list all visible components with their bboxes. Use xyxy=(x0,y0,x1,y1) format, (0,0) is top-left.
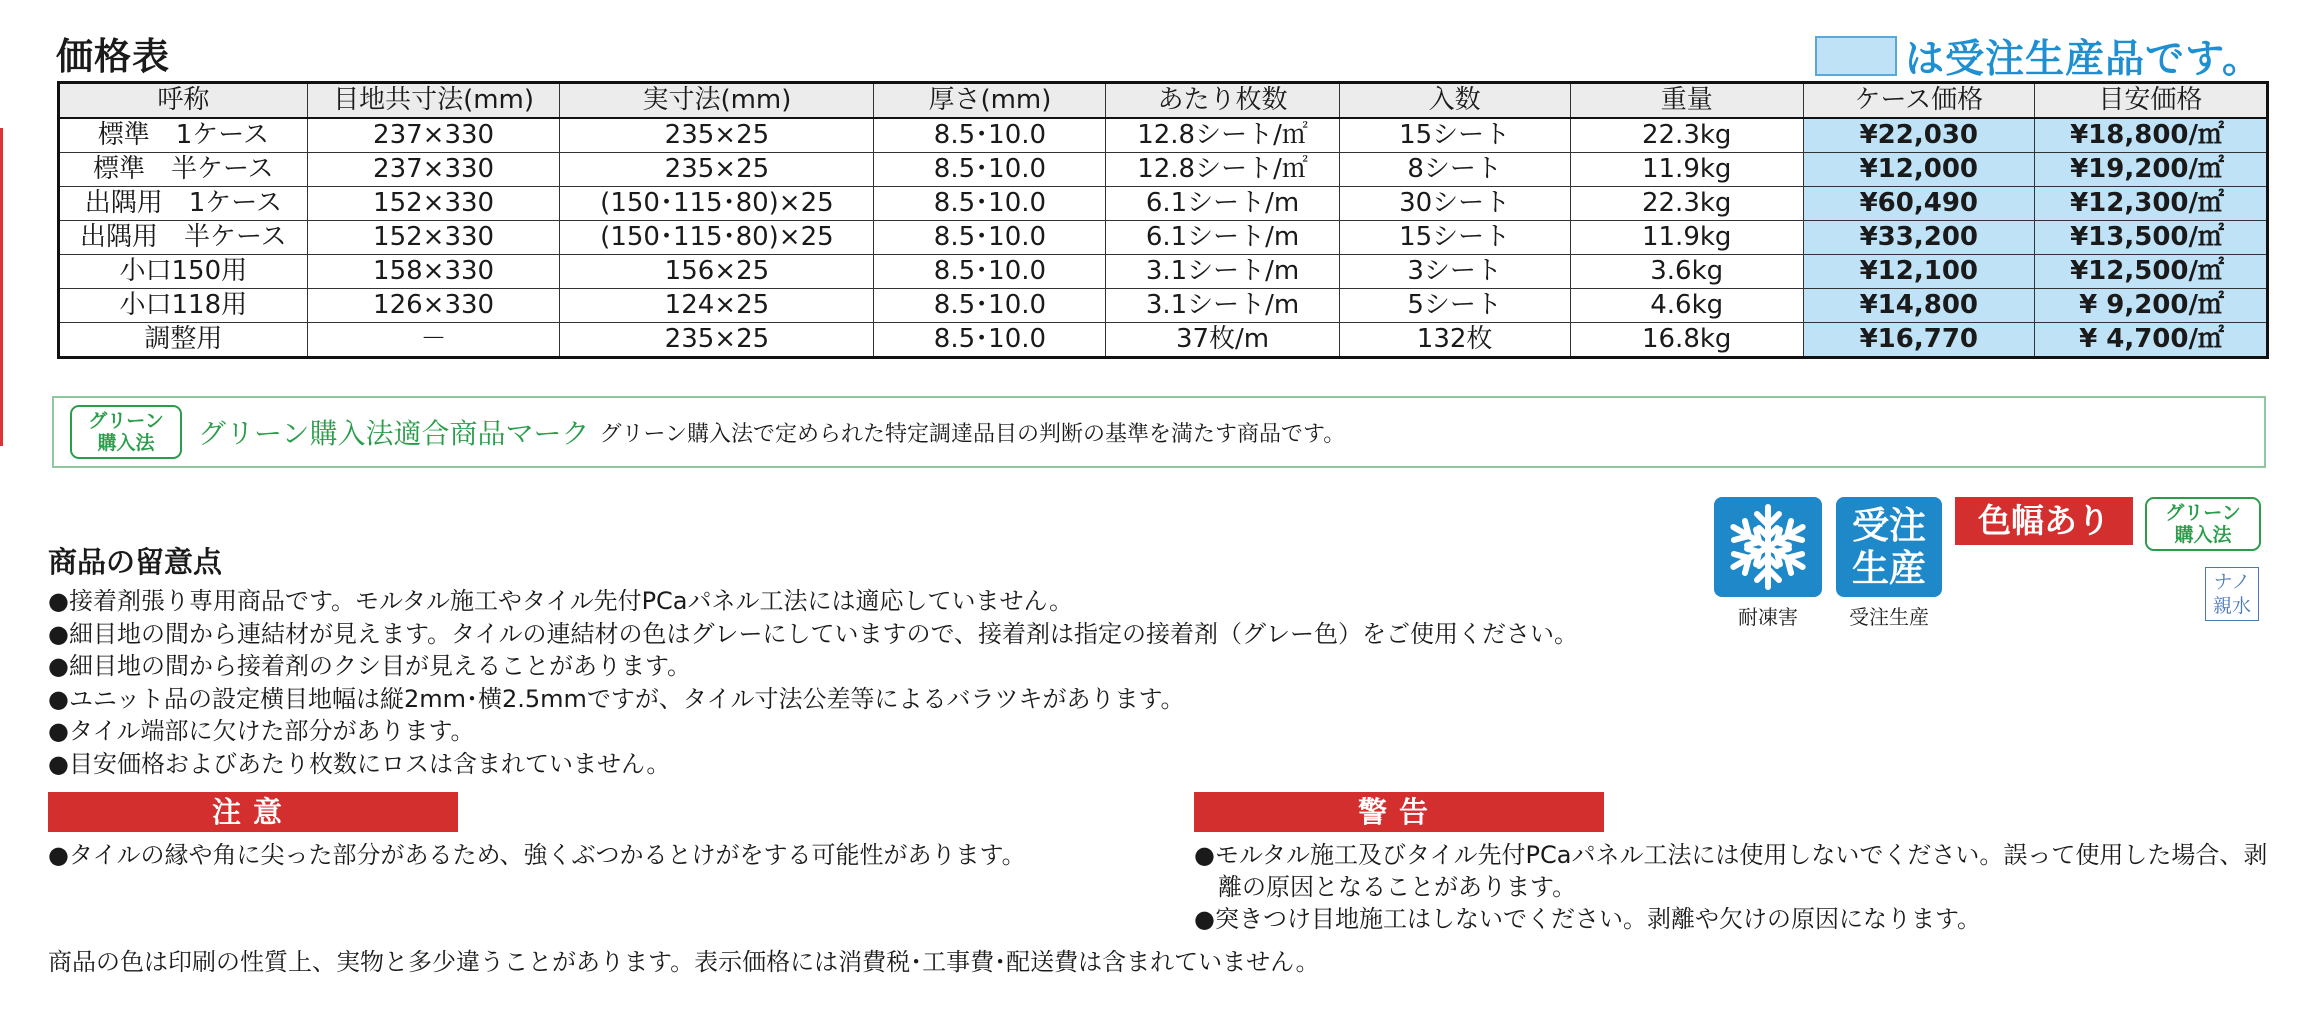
table-cell: 標準 半ケース xyxy=(59,153,308,187)
nano-hydrophilic-icon xyxy=(2205,567,2259,621)
column-header: 目地共寸法(mm) xyxy=(307,83,560,119)
table-cell: (150･115･80)×25 xyxy=(560,187,874,221)
green-mark-title: グリーン購入法適合商品マーク xyxy=(198,417,590,450)
table-cell: 22.3kg xyxy=(1570,187,1803,221)
color-range-badge: 色幅あり xyxy=(1955,497,2133,545)
table-cell: ¥12,300/㎡ xyxy=(2034,187,2267,221)
warning-banner: 警告 xyxy=(1194,792,1604,832)
table-cell: 11.9kg xyxy=(1570,153,1803,187)
list-item: ●突きつけ目地施工はしないでください。剥離や欠けの原因になります。 xyxy=(1194,905,1982,933)
table-cell: ¥12,000 xyxy=(1803,153,2034,187)
table-cell: 156×25 xyxy=(560,255,874,289)
table-cell: ¥13,500/㎡ xyxy=(2034,221,2267,255)
table-cell: 3.1シート/m xyxy=(1106,255,1339,289)
table-cell: 8.5･10.0 xyxy=(874,153,1106,187)
table-cell: 小口118用 xyxy=(59,289,308,323)
list-item: ●ユニット品の設定横目地幅は縦2mm･横2.5mmですが、タイル寸法公差等によるバラツキがあります。 xyxy=(48,684,1185,713)
table-cell: ¥19,200/㎡ xyxy=(2034,153,2267,187)
nano-line2: 親水 xyxy=(2212,595,2251,617)
table-cell: (150･115･80)×25 xyxy=(560,221,874,255)
table-cell: 12.8シート/㎡ xyxy=(1106,153,1339,187)
table-cell: 出隅用 1ケース xyxy=(59,187,308,221)
table-cell: ¥ 9,200/㎡ xyxy=(2034,289,2267,323)
table-cell: 158×330 xyxy=(307,255,560,289)
table-cell: 132枚 xyxy=(1339,323,1570,358)
column-header: 重量 xyxy=(1570,83,1803,119)
snowflake-icon xyxy=(1714,497,1822,597)
footer-note: 商品の色は印刷の性質上、実物と多少違うことがあります。表示価格には消費税･工事費･配送費は含まれていません。 xyxy=(48,948,1320,976)
table-cell: 16.8kg xyxy=(1570,323,1803,358)
table-row xyxy=(59,118,2268,153)
page-title: 価格表 xyxy=(56,35,170,78)
highlight-swatch xyxy=(1815,36,1897,76)
table-cell: 237×330 xyxy=(307,118,560,153)
table-cell: ¥14,800 xyxy=(1803,289,2034,323)
table-cell: 8シート xyxy=(1339,153,1570,187)
table-cell: 15シート xyxy=(1339,118,1570,153)
table-cell: － xyxy=(307,323,560,358)
table-row xyxy=(59,255,2268,289)
table-cell: 15シート xyxy=(1339,221,1570,255)
green-icon-line1: グリーン xyxy=(2165,502,2241,524)
list-item: ●接着剤張り専用商品です。モルタル施工やタイル先付PCaパネル工法には適応していません。 xyxy=(48,587,1073,615)
table-cell: ¥ 4,700/㎡ xyxy=(2034,323,2267,358)
notes-list xyxy=(48,585,1578,780)
table-cell: 出隅用 半ケース xyxy=(59,221,308,255)
table-cell: 8.5･10.0 xyxy=(874,221,1106,255)
custom-icon-line2: 生産 xyxy=(1852,547,1926,590)
list-item: ●モルタル施工及びタイル先付PCaパネル工法には使用しないでください。誤って使用した場合、剥離の原因となることがあります。 xyxy=(1194,841,2268,901)
table-cell: ¥60,490 xyxy=(1803,187,2034,221)
column-header: 目安価格 xyxy=(2034,83,2267,119)
table-row xyxy=(59,187,2268,221)
table-cell: 5シート xyxy=(1339,289,1570,323)
table-cell: 235×25 xyxy=(560,118,874,153)
green-badge-line1: グリーン xyxy=(88,410,164,432)
list-item: ●目安価格およびあたり枚数にロスは含まれていません。 xyxy=(48,749,671,778)
table-cell: ¥33,200 xyxy=(1803,221,2034,255)
list-item: ●タイル端部に欠けた部分があります。 xyxy=(48,717,475,745)
table-row xyxy=(59,153,2268,187)
column-header: 呼称 xyxy=(59,83,308,119)
table-cell: 6.1シート/m xyxy=(1106,221,1339,255)
caution-text: ●タイルの縁や角に尖った部分があるため、強くぶつかるとけがをする可能性があります。 xyxy=(48,841,1026,869)
column-header: 厚さ(mm) xyxy=(874,83,1106,119)
table-cell: ¥12,500/㎡ xyxy=(2034,255,2267,289)
table-cell: 152×330 xyxy=(307,221,560,255)
table-cell: 37枚/m xyxy=(1106,323,1339,358)
warning-list xyxy=(1194,839,2274,935)
table-cell: ¥12,100 xyxy=(1803,255,2034,289)
table-cell: 152×330 xyxy=(307,187,560,221)
list-item: ●細目地の間から連結材が見えます。タイルの連結材の色はグレーにしていますので、接着剤は指定の接着剤（グレー色）をご使用ください。 xyxy=(48,619,1579,648)
table-cell: 124×25 xyxy=(560,289,874,323)
table-cell: 30シート xyxy=(1339,187,1570,221)
table-cell: 22.3kg xyxy=(1570,118,1803,153)
table-cell: 3.6kg xyxy=(1570,255,1803,289)
green-mark-box xyxy=(52,396,2266,468)
table-row xyxy=(59,323,2268,358)
custom-icon-line1: 受注 xyxy=(1852,504,1926,547)
table-cell: 3.1シート/m xyxy=(1106,289,1339,323)
table-cell: 調整用 xyxy=(59,323,308,358)
table-cell: 8.5･10.0 xyxy=(874,323,1106,358)
table-cell: ¥18,800/㎡ xyxy=(2034,118,2267,153)
table-cell: 235×25 xyxy=(560,153,874,187)
green-icon-line2: 購入法 xyxy=(2174,524,2232,546)
custom-order-note: は受注生産品です。 xyxy=(1905,37,2262,82)
column-header: 実寸法(mm) xyxy=(560,83,874,119)
table-header-row xyxy=(59,83,2268,119)
table-cell: 8.5･10.0 xyxy=(874,289,1106,323)
price-table xyxy=(57,81,2269,359)
table-cell: 6.1シート/m xyxy=(1106,187,1339,221)
nano-line1: ナノ xyxy=(2213,571,2251,593)
table-cell: 237×330 xyxy=(307,153,560,187)
table-cell: 小口150用 xyxy=(59,255,308,289)
margin-marker xyxy=(0,128,3,446)
table-cell: 126×330 xyxy=(307,289,560,323)
table-cell: ¥16,770 xyxy=(1803,323,2034,358)
table-cell: 12.8シート/㎡ xyxy=(1106,118,1339,153)
frost-caption: 耐凍害 xyxy=(1738,605,1798,629)
notes-heading: 商品の留意点 xyxy=(48,545,223,579)
table-cell: 標準 1ケース xyxy=(59,118,308,153)
table-cell: 11.9kg xyxy=(1570,221,1803,255)
table-cell: 8.5･10.0 xyxy=(874,255,1106,289)
column-header: 入数 xyxy=(1339,83,1570,119)
table-cell: 8.5･10.0 xyxy=(874,187,1106,221)
caution-banner: 注意 xyxy=(48,792,458,832)
table-row xyxy=(59,221,2268,255)
green-purchase-icon xyxy=(2145,497,2261,551)
custom-order-legend xyxy=(1815,28,2262,84)
table-cell: 3シート xyxy=(1339,255,1570,289)
column-header: あたり枚数 xyxy=(1106,83,1339,119)
table-cell: 8.5･10.0 xyxy=(874,118,1106,153)
green-purchase-badge xyxy=(70,405,182,459)
custom-order-icon xyxy=(1836,497,1942,597)
table-cell: 4.6kg xyxy=(1570,289,1803,323)
table-cell: ¥22,030 xyxy=(1803,118,2034,153)
green-mark-desc: グリーン購入法で定められた特定調達品目の判断の基準を満たす商品です。 xyxy=(599,421,1346,447)
list-item: ●細目地の間から接着剤のクシ目が見えることがあります。 xyxy=(48,652,692,680)
green-badge-line2: 購入法 xyxy=(97,432,155,454)
column-header: ケース価格 xyxy=(1803,83,2034,119)
custom-order-caption: 受注生産 xyxy=(1849,605,1929,629)
table-cell: 235×25 xyxy=(560,323,874,358)
table-row xyxy=(59,289,2268,323)
